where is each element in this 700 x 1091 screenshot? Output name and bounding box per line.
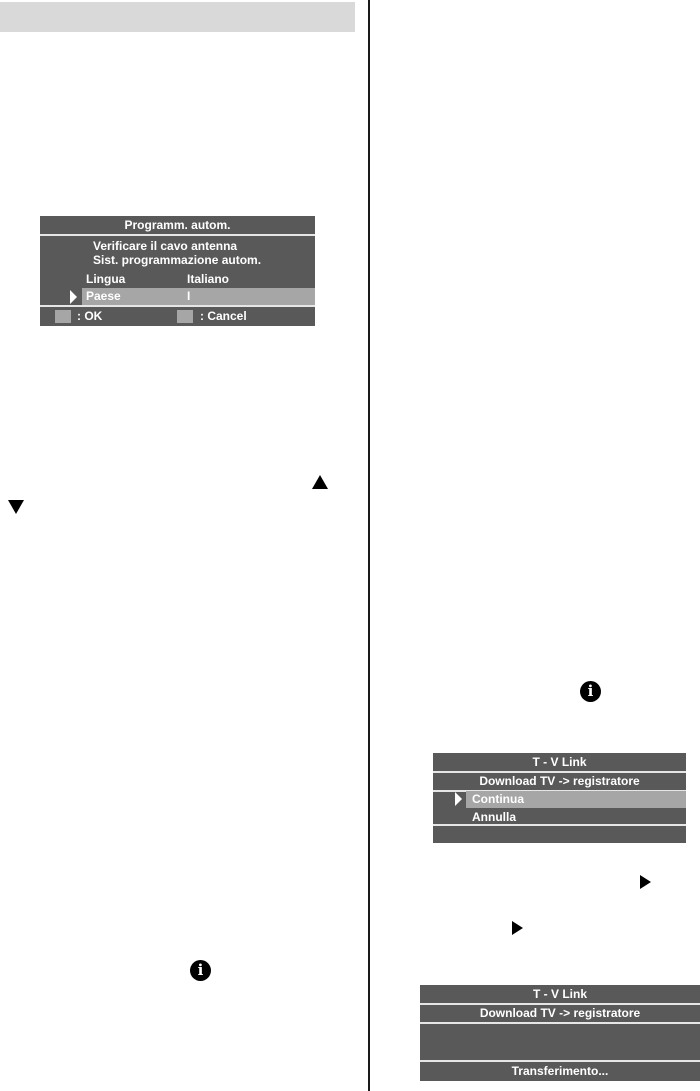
- triangle-right-icon: [640, 875, 651, 889]
- menu-footer: [40, 307, 315, 326]
- triangle-right-icon: [512, 921, 523, 935]
- option-continue[interactable]: [433, 791, 686, 808]
- language-label: Lingua: [86, 272, 126, 286]
- ok-key-icon: [55, 310, 71, 323]
- menu-subtitle: Download TV -> registratore: [479, 1006, 641, 1020]
- tv-link-menu: [433, 753, 686, 843]
- menu-row-language[interactable]: [40, 272, 315, 287]
- menu-subtitle: Download TV -> registratore: [479, 774, 640, 788]
- message-line-2: Sist. programmazione autom.: [93, 253, 262, 267]
- menu-footer: [433, 825, 686, 843]
- selection-caret-icon: [455, 792, 462, 806]
- menu-title: T - V Link: [532, 755, 587, 769]
- title-separator: [40, 234, 315, 236]
- ok-label[interactable]: : OK: [77, 309, 103, 323]
- info-icon: i: [190, 960, 211, 981]
- menu-row-country[interactable]: [40, 288, 315, 305]
- option-continue-label: Continua: [472, 792, 524, 806]
- country-value: I: [187, 289, 191, 303]
- triangle-up-icon: [312, 475, 328, 489]
- column-divider: [368, 0, 370, 1091]
- language-value: Italiano: [187, 272, 230, 286]
- option-cancel-label: Annulla: [472, 810, 516, 824]
- cancel-label[interactable]: : Cancel: [200, 309, 247, 323]
- menu-title: Programm. autom.: [124, 218, 231, 232]
- country-label: Paese: [86, 289, 121, 303]
- progress-body: [420, 1024, 700, 1060]
- info-icon: i: [580, 681, 601, 702]
- tv-link-progress: [420, 985, 700, 1081]
- cancel-key-icon: [177, 310, 193, 323]
- status-text: Transferimento...: [511, 1064, 609, 1078]
- triangle-down-icon: [8, 500, 24, 514]
- message-line-1: Verificare il cavo antenna: [93, 239, 238, 253]
- selection-caret-icon: [70, 290, 77, 304]
- menu-title: T - V Link: [533, 987, 587, 1001]
- header-band: [0, 2, 355, 32]
- auto-program-menu: [40, 216, 315, 326]
